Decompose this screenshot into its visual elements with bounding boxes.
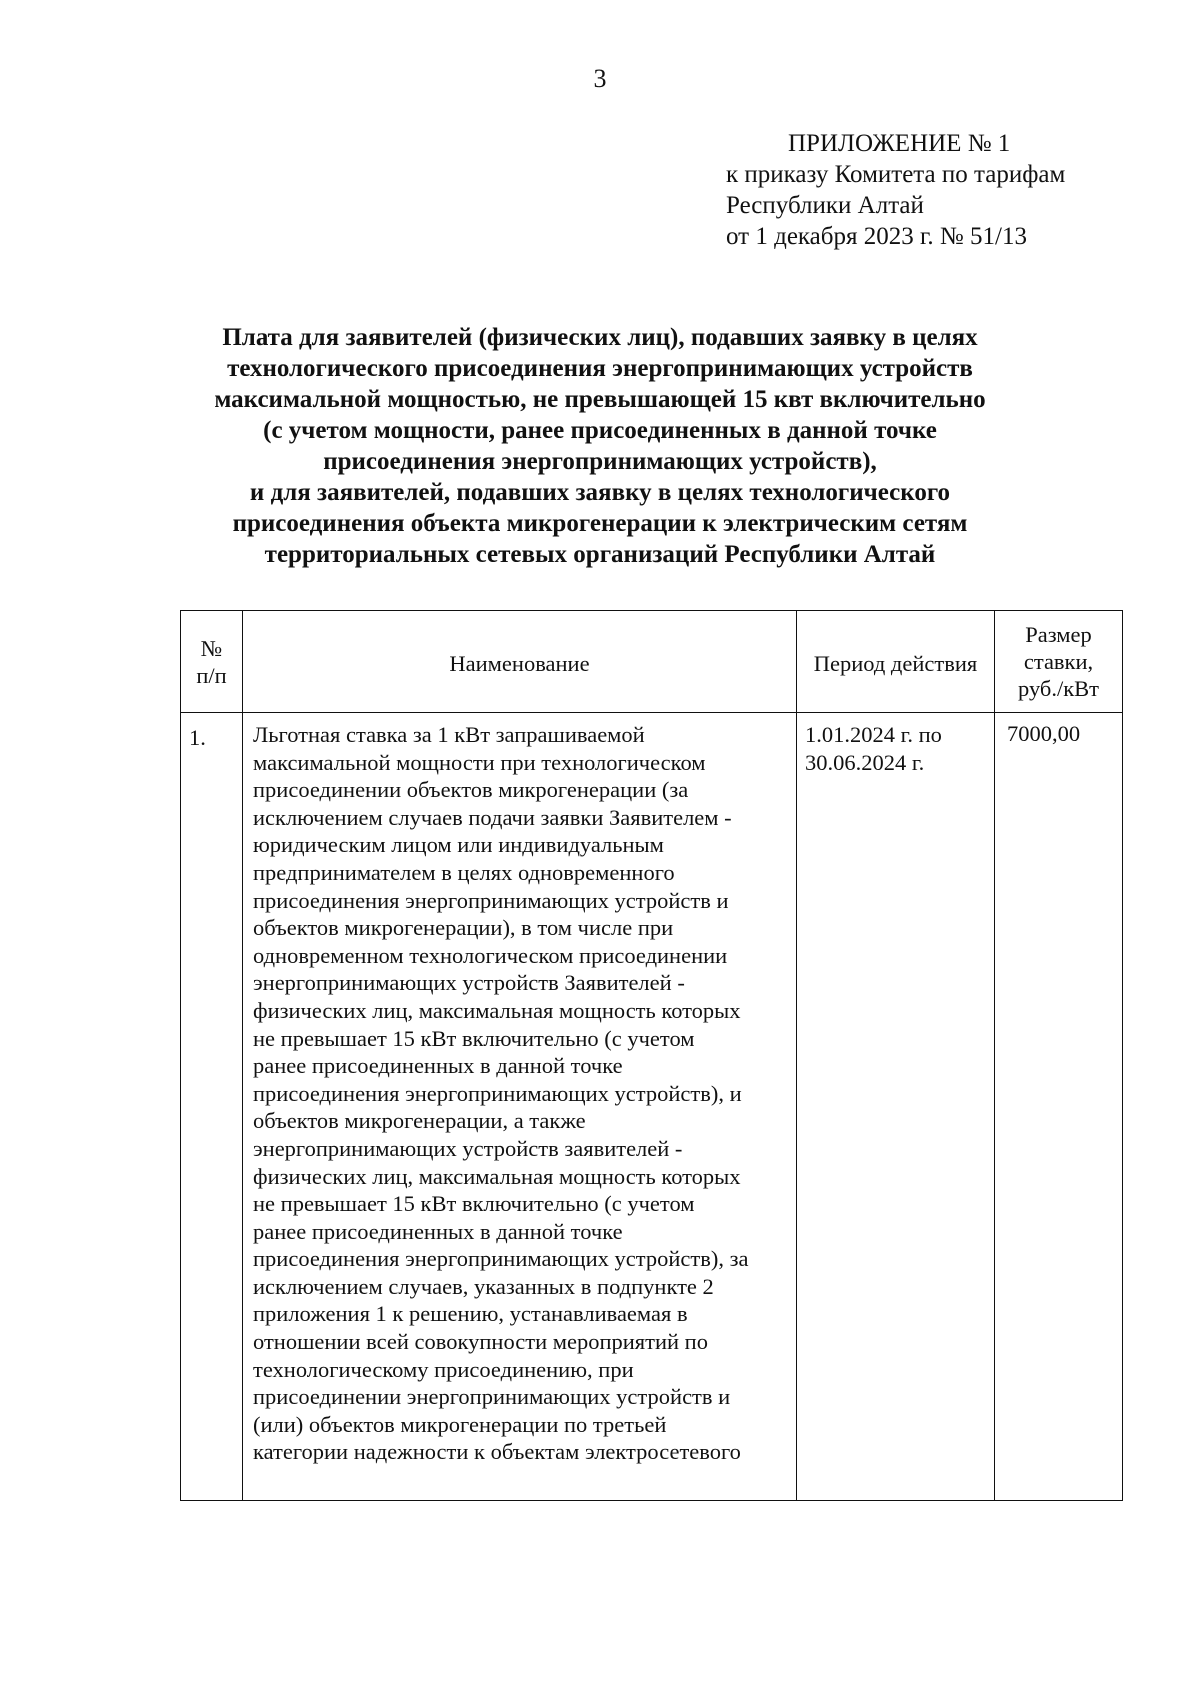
header-num-line: №: [200, 635, 223, 661]
header-num: [181, 611, 243, 713]
header-period: Период действия: [797, 611, 995, 713]
row-name-line: присоединении объектов микрогенерации (за: [253, 777, 689, 803]
table-header-row: [181, 611, 1123, 713]
row-name-line: Льготная ставка за 1 кВт запрашиваемой: [253, 722, 645, 747]
row-name-line: одновременном технологическом присоединении: [253, 942, 728, 968]
row-name-line: исключением случаев подачи заявки Заявителем -: [253, 804, 732, 830]
row-name-line: ранее присоединенных в данной точке: [253, 1053, 623, 1079]
page-number: 3: [593, 64, 607, 93]
row-name-line: категории надежности к объектам электросетевого: [253, 1439, 741, 1465]
row-period-line: 1.01.2024 г. по: [805, 722, 942, 747]
appendix-header: [726, 128, 1065, 252]
title-line: (с учетом мощности, ранее присоединенных в данной точке: [263, 417, 937, 444]
header-num-line: п/п: [196, 662, 227, 688]
table-row: [181, 713, 1123, 1501]
title-line: технологического присоединения энергопринимающих устройств: [227, 355, 973, 382]
row-name-line: приложения 1 к решению, устанавливаемая в: [253, 1301, 688, 1327]
row-name-line: предпринимателем в целях одновременного: [253, 859, 675, 885]
row-name-line: отношении всей совокупности мероприятий по: [253, 1329, 708, 1355]
row-name-line: (или) объектов микрогенерации по третьей: [253, 1411, 667, 1437]
title-line: присоединения энергопринимающих устройств),: [323, 448, 877, 475]
row-name-line: физических лиц, максимальная мощность которых: [253, 997, 741, 1023]
header-rate-line: руб./кВт: [1017, 676, 1099, 701]
title-line: присоединения объекта микрогенерации к электрическим сетям: [232, 510, 968, 537]
row-name-line: не превышает 15 кВт включительно (с учетом: [253, 1025, 695, 1051]
title-line: территориальных сетевых организаций Республики Алтай: [264, 541, 936, 568]
row-name-line: ранее присоединенных в данной точке: [253, 1218, 623, 1244]
row-name-line: присоединении энергопринимающих устройств и: [253, 1384, 731, 1410]
row-name-line: технологическому присоединению, при: [253, 1356, 634, 1382]
header-rate: [995, 611, 1123, 713]
row-name-line: присоединения энергопринимающих устройств), за: [253, 1246, 749, 1272]
appendix-order-line: к приказу Комитета по тарифам: [726, 161, 1066, 188]
row-name-line: объектов микрогенерации, а также: [253, 1108, 586, 1134]
row-name-line: не превышает 15 кВт включительно (с учетом: [253, 1191, 695, 1217]
header-rate-line: Размер: [1025, 622, 1092, 647]
appendix-label: ПРИЛОЖЕНИЕ № 1: [788, 130, 1011, 157]
row-number: 1.: [181, 713, 243, 1501]
title-line: Плата для заявителей (физических лиц), подавших заявку в целях: [222, 324, 978, 351]
row-name-line: энергопринимающих устройств Заявителей -: [253, 970, 685, 996]
row-name-line: присоединения энергопринимающих устройств и: [253, 887, 729, 913]
row-name-line: исключением случаев, указанных в подпункте 2: [253, 1273, 714, 1299]
row-name-line: физических лиц, максимальная мощность которых: [253, 1163, 741, 1189]
header-name: Наименование: [243, 611, 797, 713]
header-rate-line: ставки,: [1023, 649, 1094, 674]
row-period: [797, 713, 995, 1501]
title-line: и для заявителей, подавших заявку в целях технологического: [249, 479, 951, 506]
row-rate: 7000,00: [995, 713, 1123, 1501]
row-name: [243, 713, 797, 1501]
document-title: [150, 322, 1050, 570]
appendix-region-line: Республики Алтай: [726, 192, 924, 219]
row-name-line: максимальной мощности при технологическом: [253, 749, 706, 775]
appendix-date-line: от 1 декабря 2023 г. № 51/13: [726, 223, 1027, 250]
row-name-line: юридическим лицом или индивидуальным: [253, 832, 664, 858]
tariff-table: [180, 610, 1123, 1501]
title-line: максимальной мощностью, не превышающей 15 квт включительно: [214, 386, 986, 413]
row-name-line: энергопринимающих устройств заявителей -: [253, 1135, 683, 1161]
row-period-line: 30.06.2024 г.: [805, 749, 925, 775]
row-name-line: объектов микрогенерации), в том числе при: [253, 915, 674, 941]
row-name-line: присоединения энергопринимающих устройств), и: [253, 1080, 742, 1106]
